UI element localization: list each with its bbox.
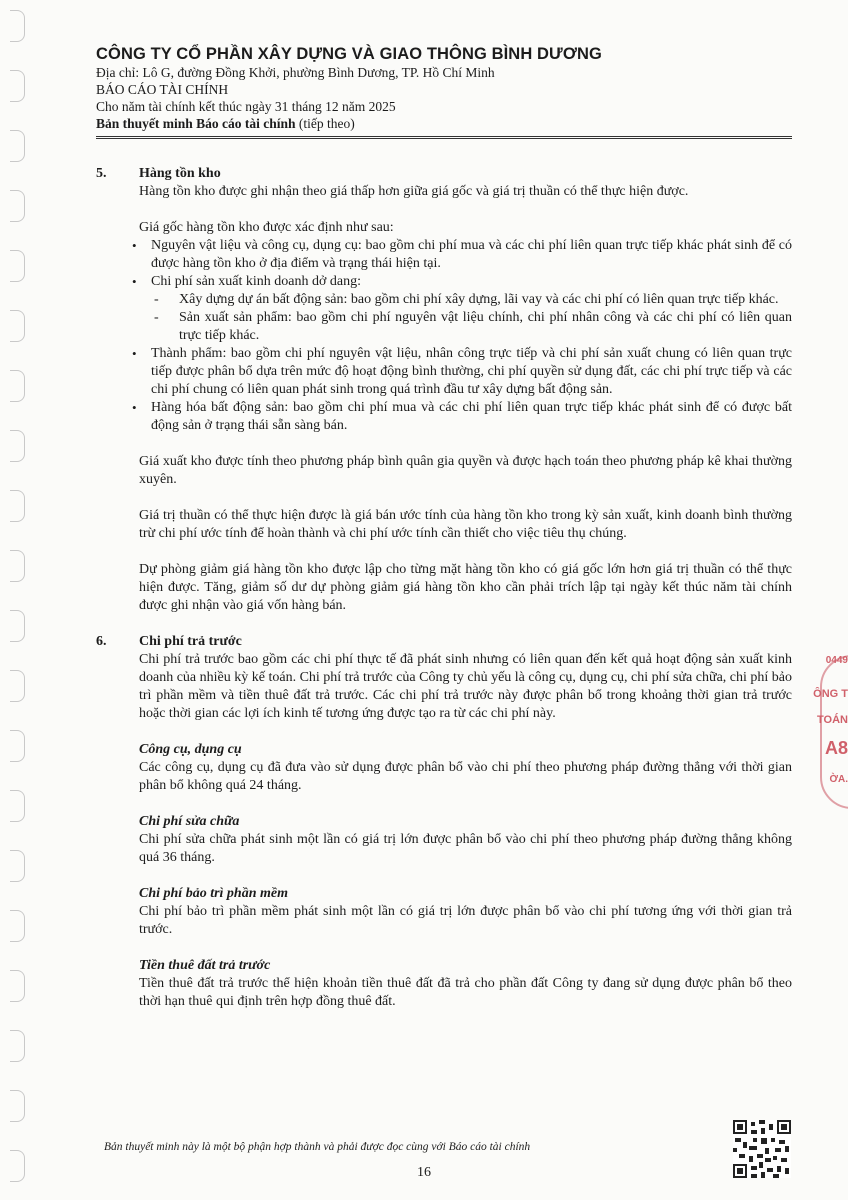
paragraph: Các công cụ, dụng cụ đã đưa vào sử dụng được phân bổ vào chi phí theo phương pháp đường thẳng với thời gian phân bổ không quá 24 tháng. [139, 760, 792, 793]
list-item: - Xây dựng dự án bất động sản: bao gồm chi phí xây dựng, lãi vay và các chi phí có liên quan trực tiếp khác. [151, 291, 792, 309]
page-number: 16 [417, 1165, 431, 1180]
section-title: Chi phí trả trước [139, 634, 242, 649]
qr-code-icon [733, 1120, 791, 1178]
paragraph: Giá gốc hàng tồn kho được xác định như sau: [139, 220, 394, 235]
stamp-text: TOÁN [817, 714, 848, 726]
footer-note: Bản thuyết minh này là một bộ phận hợp thành và phải được đọc cùng với Báo cáo tài chính [104, 1141, 531, 1153]
notes-heading-rest: (tiếp theo) [295, 116, 355, 131]
paragraph: Dự phòng giảm giá hàng tồn kho được lập cho từng mặt hàng tồn kho có giá gốc lớn hơn giá trị thuần có thể thực hiện được. Tăng, giảm số dư dự phòng giảm giá hàng tồn kho cần phải trích lập tại ngày kết thúc năm tài chính được ghi nhận vào giá vốn hàng bán. [139, 562, 792, 613]
section-number: 5. [96, 166, 107, 181]
list-item: - Sản xuất sản phẩm: bao gồm chi phí nguyên vật liệu chính, chi phí nhân công và các chi phí có liên quan trực tiếp khác. [151, 309, 792, 345]
stamp-ring [820, 655, 848, 809]
paragraph: Chi phí bảo trì phần mềm phát sinh một lần có giá trị lớn được phân bổ vào chi phí tương ứng với thời gian trả trước. [139, 904, 792, 937]
paragraph: Giá trị thuần có thể thực hiện được là giá bán ước tính của hàng tồn kho trong kỳ sản xuất, kinh doanh bình thường trừ chi phí ước tính để hoàn thành và chi phí ước tính cần thiết cho việc tiêu thụ chúng. [139, 508, 792, 541]
company-address: Địa chỉ: Lô G, đường Đồng Khởi, phường Bình Dương, TP. Hồ Chí Minh [96, 65, 495, 80]
report-title: BÁO CÁO TÀI CHÍNH [96, 82, 229, 97]
header-rule [96, 136, 792, 137]
dash-list [151, 291, 792, 345]
list-item [132, 273, 792, 345]
report-period: Cho năm tài chính kết thúc ngày 31 tháng 12 năm 2025 [96, 99, 396, 114]
stamp-text: ỜA. [829, 774, 848, 785]
page-header [96, 44, 796, 132]
document-body [96, 165, 792, 1011]
stamp-text: 0449 [825, 655, 848, 666]
company-name: CÔNG TY CỔ PHẦN XÂY DỰNG VÀ GIAO THÔNG BÌNH DƯƠNG [96, 45, 602, 63]
section-6 [96, 633, 792, 1011]
paragraph: Chi phí trả trước bao gồm các chi phí thực tế đã phát sinh nhưng có liên quan đến kết quả hoạt động sản xuất kinh doanh của nhiều kỳ kế toán. Chi phí trả trước của Công ty chủ yếu là công cụ, dụng cụ, chi phí sửa chữa, chi phí bảo trì phần mềm và tiền thuê đất trả trước. Các chi phí trả trước này được phân bổ trong khoảng thời gian trả trước hoặc thời gian các lợi ích kinh tế tương ứng được tạo ra từ các chi phí này. [139, 652, 792, 721]
paragraph: Chi phí sửa chữa phát sinh một lần có giá trị lớn được phân bổ vào chi phí theo phương pháp đường thẳng không quá 36 tháng. [139, 832, 792, 865]
subsection-title: Chi phí sửa chữa [139, 814, 240, 829]
list-item-label: Chi phí sản xuất kinh doanh dở dang: [151, 274, 361, 289]
paragraph: Giá xuất kho được tính theo phương pháp bình quân gia quyền và được hạch toán theo phương pháp kê khai thường xuyên. [139, 454, 792, 487]
paragraph: Hàng tồn kho được ghi nhận theo giá thấp hơn giữa giá gốc và giá trị thuần có thể thực hiện được. [139, 184, 689, 199]
list-item: • Hàng hóa bất động sản: bao gồm chi phí mua và các chi phí liên quan trực tiếp khác phát sinh để có được bất động sản ở trạng thái sẵn sàng bán. [132, 399, 792, 435]
notes-heading-bold: Bản thuyết minh Báo cáo tài chính [96, 116, 296, 131]
paragraph: Tiền thuê đất trả trước thể hiện khoản tiền thuê đất đã trả cho phần đất Công ty đang sử dụng được phân bổ theo thời hạn thuê qui định trên hợp đồng thuê đất. [139, 976, 792, 1009]
stamp-text: A8 [824, 738, 848, 758]
list-item: • Nguyên vật liệu và công cụ, dụng cụ: bao gồm chi phí mua và các chi phí liên quan trực tiếp khác phát sinh để có được hàng tồn kho ở địa điểm và trạng thái hiện tại. [132, 237, 792, 273]
subsection-title: Chi phí bảo trì phần mềm [139, 886, 288, 901]
subsection-title: Tiền thuê đất trả trước [139, 958, 271, 973]
notes-heading [96, 115, 796, 132]
list-item: • Thành phẩm: bao gồm chi phí nguyên vật liệu, nhân công trực tiếp và chi phí sản xuất chung có liên quan trực tiếp được phân bổ dựa trên mức độ hoạt động bình thường, chi phí quyền sử dụng đất, các chi phí trực tiếp và các chi phí chung có liên quan phát sinh trong quá trình đầu tư xây dựng bất động sản. [132, 345, 792, 399]
section-number: 6. [96, 634, 107, 649]
header-rule-double [96, 138, 792, 139]
stamp-text: ÔNG T [813, 688, 848, 700]
auditor-stamp [814, 650, 848, 820]
bullet-list [132, 237, 792, 435]
binding-rings [0, 0, 30, 1200]
section-5 [96, 165, 792, 615]
section-title: Hàng tồn kho [139, 166, 221, 181]
subsection-title: Công cụ, dụng cụ [139, 742, 242, 757]
